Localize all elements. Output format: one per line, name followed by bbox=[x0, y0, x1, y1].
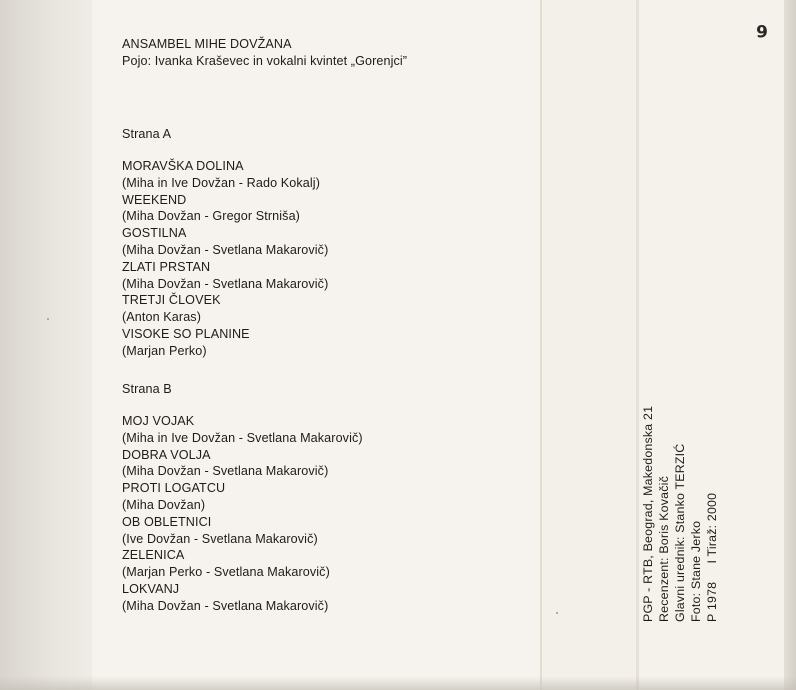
album-header bbox=[122, 36, 407, 70]
track-credit: (Miha in Ive Dovžan - Svetlana Makarovič) bbox=[122, 430, 363, 445]
track-title: MOJ VOJAK bbox=[122, 414, 195, 428]
track-credit: (Anton Karas) bbox=[122, 310, 201, 325]
side-b-heading: Strana B bbox=[122, 382, 172, 396]
paper-speck bbox=[47, 318, 49, 320]
track-credit: (Miha Dovžan) bbox=[122, 497, 206, 512]
year-print-run-line: P 1978 I Tiraž: 2000 bbox=[705, 492, 719, 622]
track-title: ZLATI PRSTAN bbox=[122, 259, 211, 274]
vocals-credit: Pojo: Ivanka Kraševec in vokalni kvintet „Gorenjci” bbox=[122, 53, 408, 68]
track-title: TRETJI ČLOVEK bbox=[122, 293, 221, 308]
production-credits bbox=[640, 406, 720, 622]
side-a-heading: Strana A bbox=[122, 127, 172, 141]
reviewer-line: Recenzent: Boris Kovačič bbox=[657, 476, 671, 622]
side-a-tracklist bbox=[122, 158, 328, 360]
paper-speck bbox=[556, 612, 558, 614]
track-title: DOBRA VOLJA bbox=[122, 447, 211, 462]
track-title: LOKVANJ bbox=[122, 581, 180, 596]
editor-line: Glavni urednik: Stanko TERZIĆ bbox=[673, 443, 687, 622]
track-credit: (Miha Dovžan - Svetlana Makarovič) bbox=[122, 464, 329, 479]
track-title: VISOKE SO PLANINE bbox=[122, 326, 250, 341]
scan-background-left bbox=[0, 0, 92, 690]
scan-edge-right bbox=[784, 0, 796, 690]
track-title: ZELENICA bbox=[122, 548, 185, 563]
track-title: GOSTILNA bbox=[122, 226, 187, 241]
track-credit: (Ive Dovžan - Svetlana Makarovič) bbox=[122, 531, 318, 546]
track-credit: (Miha Dovžan - Svetlana Makarovič) bbox=[122, 598, 329, 613]
publisher-line: PGP - RTB, Beograd, Makedonska 21 bbox=[641, 405, 655, 622]
artist-title: ANSAMBEL MIHE DOVŽANA bbox=[122, 37, 292, 51]
track-credit: (Miha Dovžan - Svetlana Makarovič) bbox=[122, 276, 329, 291]
insert-spine-panel bbox=[542, 0, 636, 690]
track-title: PROTI LOGATCU bbox=[122, 481, 226, 496]
photo-credit-line: Foto: Stane Jerko bbox=[689, 520, 703, 622]
track-credit: (Miha in Ive Dovžan - Rado Kokalj) bbox=[122, 175, 320, 190]
track-credit: (Miha Dovžan - Gregor Strniša) bbox=[122, 209, 300, 224]
track-credit: (Miha Dovžan - Svetlana Makarovič) bbox=[122, 242, 329, 257]
track-credit: (Marjan Perko) bbox=[122, 343, 207, 358]
track-title: WEEKEND bbox=[122, 192, 187, 207]
track-title: MORAVŠKA DOLINA bbox=[122, 159, 244, 173]
side-mark-number: 6 bbox=[756, 20, 768, 40]
track-title: OB OBLETNICI bbox=[122, 514, 212, 529]
track-credit: (Marjan Perko - Svetlana Makarovič) bbox=[122, 565, 330, 580]
side-b-tracklist bbox=[122, 413, 363, 615]
scan-edge-bottom bbox=[0, 676, 796, 690]
